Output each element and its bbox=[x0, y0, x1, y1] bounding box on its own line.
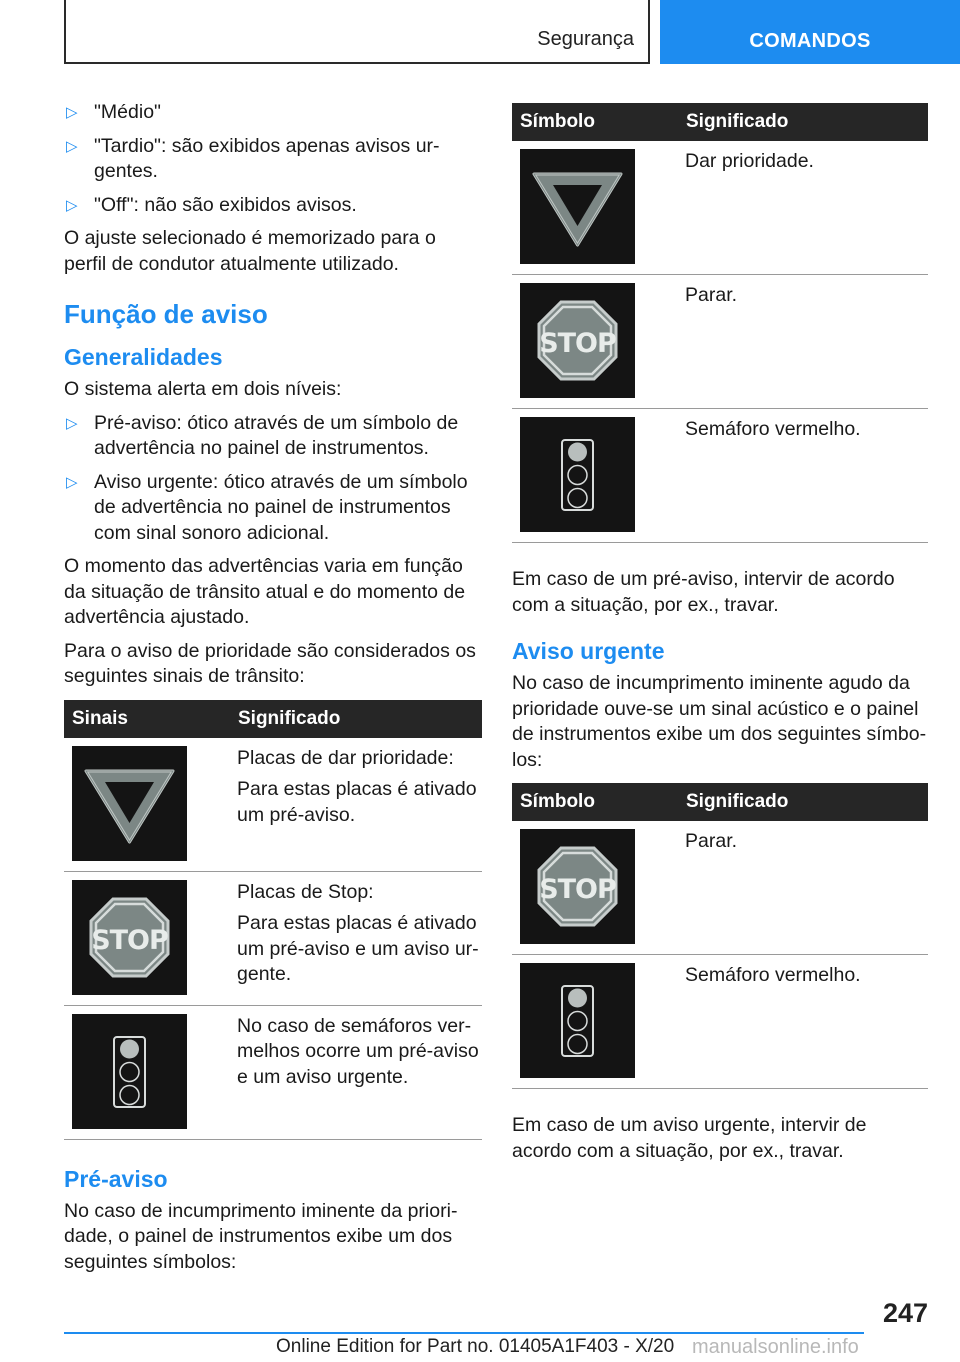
meaning-text: Para estas placas é ativado um pré-aviso e um aviso urgente. bbox=[237, 912, 479, 985]
list-item: ▷ "Médio" bbox=[64, 100, 482, 126]
meaning-text: Semáforo vermelho. bbox=[678, 955, 928, 1089]
left-column bbox=[64, 100, 482, 1283]
list-item: ▷ "Off": não são exibidos avisos. bbox=[64, 193, 482, 219]
bullet-triangle-icon: ▷ bbox=[66, 137, 78, 155]
table-row bbox=[512, 409, 928, 543]
traffic-light-icon bbox=[72, 1014, 187, 1129]
paragraph-ajuste: O ajuste selecionado é memorizado para o perfil de condutor atualmente utilizado. bbox=[64, 227, 436, 275]
table-row bbox=[512, 955, 928, 1089]
table-row bbox=[64, 1005, 482, 1139]
meaning-text: Placas de Stop: bbox=[237, 880, 374, 903]
bullet-triangle-icon: ▷ bbox=[66, 414, 78, 432]
table-header-row bbox=[512, 783, 928, 821]
traffic-light-icon bbox=[520, 417, 635, 532]
table-row bbox=[64, 738, 482, 872]
meaning-text: Placas de dar prioridade: bbox=[237, 746, 454, 769]
meaning-text: No caso de semáforos vermelhos ocorre um pré-aviso e um aviso urgente. bbox=[237, 1014, 479, 1088]
heading-funcao-de-aviso: Função de aviso bbox=[64, 299, 268, 329]
paragraph-prioridade: Para o aviso de prioridade são considerados os seguintes sinais de trânsito: bbox=[64, 639, 476, 687]
column-header-simbolo: Símbolo bbox=[512, 783, 678, 821]
paragraph-pre-aviso: No caso de incumprimento iminente da prioridade, o painel de instrumentos exibe um dos seguintes símbolos: bbox=[64, 1199, 458, 1273]
heading-generalidades: Generalidades bbox=[64, 344, 223, 370]
footer-edition-text: Online Edition for Part no. 01405A1F403 - X/20 bbox=[276, 1336, 675, 1357]
paragraph-aviso-urgente-acao: Em caso de um aviso urgente, intervir de acordo com a situação, por ex., travar. bbox=[512, 1114, 867, 1162]
list-item: ▷ "Tardio": são exibidos apenas avisos urgentes. bbox=[66, 134, 440, 182]
levels-list bbox=[64, 411, 482, 547]
watermark-text: manualsonline.info bbox=[692, 1336, 859, 1358]
heading-aviso-urgente: Aviso urgente bbox=[512, 638, 665, 664]
meaning-text: Semáforo vermelho. bbox=[678, 409, 928, 543]
yield-sign-icon bbox=[72, 746, 187, 861]
paragraph-momento: O momento das advertências varia em função da situação de trânsito atual e do momento de advertência ajustado. bbox=[64, 555, 466, 628]
table-header-row bbox=[64, 700, 482, 738]
meaning-text: Parar. bbox=[678, 275, 928, 409]
meaning-text: Parar. bbox=[678, 821, 928, 955]
footer-divider bbox=[64, 1332, 864, 1334]
stop-sign-icon bbox=[520, 283, 635, 398]
table-row bbox=[512, 141, 928, 275]
meaning-text: Dar prioridade. bbox=[678, 141, 928, 275]
header-chapter-tab[interactable] bbox=[660, 0, 960, 64]
stop-sign-icon bbox=[520, 829, 635, 944]
signs-table bbox=[64, 700, 482, 1140]
page-header bbox=[0, 0, 960, 66]
stop-sign-icon bbox=[72, 880, 187, 995]
paragraph-pre-aviso-acao: Em caso de um pré-aviso, intervir de acordo com a situação, por ex., travar. bbox=[512, 568, 895, 616]
bullet-triangle-icon: ▷ bbox=[66, 196, 78, 214]
paragraph-sistema: O sistema alerta em dois níveis: bbox=[64, 378, 342, 400]
list-item: ▷ Pré-aviso: ótico através de um símbolo de advertência no painel de instrumentos. bbox=[66, 411, 459, 459]
column-header-sinais: Sinais bbox=[64, 700, 230, 738]
table-header-row bbox=[512, 103, 928, 141]
column-header-simbolo: Símbolo bbox=[512, 103, 678, 141]
heading-pre-aviso: Pré-aviso bbox=[64, 1165, 168, 1192]
meaning-text: Para estas placas é ativado um pré-aviso. bbox=[237, 778, 477, 826]
pre-warning-symbols-table bbox=[512, 103, 928, 543]
table-row bbox=[512, 275, 928, 409]
list-item: ▷ Aviso urgente: ótico através de um símbolo de advertência no painel de instrumentos com sinal sonoro adicional. bbox=[66, 470, 468, 544]
header-section-title: Segurança bbox=[537, 28, 634, 50]
urgent-warning-symbols-table bbox=[512, 783, 928, 1089]
right-column bbox=[512, 103, 928, 1172]
column-header-significado: Significado bbox=[678, 103, 928, 141]
header-chapter-label: COMANDOS bbox=[749, 30, 871, 52]
yield-sign-icon bbox=[520, 149, 635, 264]
table-row bbox=[512, 821, 928, 955]
table-row bbox=[64, 871, 482, 1005]
page-number: 247 bbox=[882, 1298, 928, 1328]
options-list bbox=[64, 100, 482, 218]
column-header-significado: Significado bbox=[678, 783, 928, 821]
bullet-triangle-icon: ▷ bbox=[66, 473, 78, 491]
column-header-significado: Significado bbox=[230, 700, 482, 738]
header-section-box bbox=[64, 0, 650, 64]
paragraph-aviso-urgente: No caso de incumprimento iminente agudo da prioridade ouve-se um sinal acústico e o painel de instrumentos exibe um dos seguintes símbolos: bbox=[512, 672, 927, 771]
traffic-light-icon bbox=[520, 963, 635, 1078]
bullet-triangle-icon: ▷ bbox=[66, 104, 78, 121]
